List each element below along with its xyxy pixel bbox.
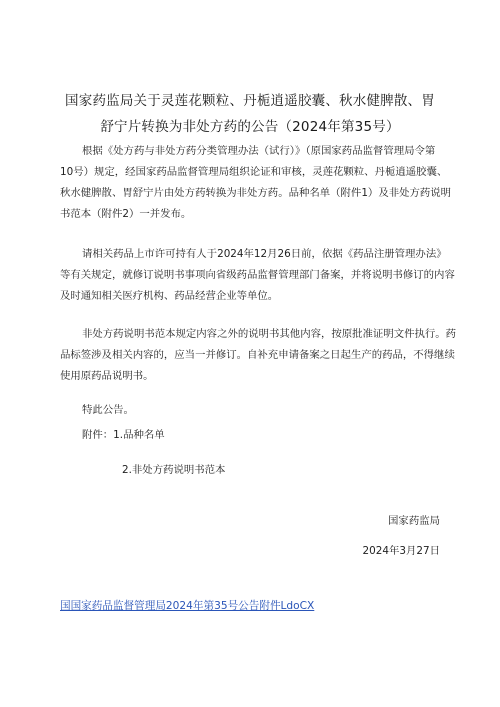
- paragraph-3-line: 使用原药品说明书。: [60, 370, 154, 382]
- closing-notice-text: 特此公告。: [82, 404, 134, 416]
- attachment-download-link[interactable]: 国国家药品监督管理局2024年第35号公告附件LdoCX: [60, 600, 315, 612]
- paragraph-1-line: 根据《处方药与非处方药分类管理办法（试行）》（原国家药品监督管理局令第: [82, 145, 436, 157]
- paragraph-1: [60, 141, 452, 225]
- paragraph-3: [60, 324, 457, 387]
- paragraph-1-line: 秋水健脾散、胃舒宁片由处方药转换为非处方药。品种名单（附件1）及非处方药说明: [60, 187, 452, 199]
- paragraph-2-line: 等有关规定，就修订说明书事项向省级药品监督管理部门备案，并将说明书修订的内容: [60, 269, 455, 281]
- paragraph-1-line: 10号）规定，经国家药品监督管理局组织论证和审核，灵莲花颗粒、丹栀逍遥胶囊、: [60, 166, 448, 178]
- attachment-item-2: 2.非处方药说明书范本: [122, 464, 226, 476]
- title-line-2: 舒宁片转换为非处方药的公告（2024年第35号）: [100, 119, 400, 135]
- paragraph-2-line: 请相关药品上市许可持有人于2024年12月26日前，依据《药品注册管理办法》: [82, 248, 447, 260]
- closing-notice: [60, 400, 444, 421]
- paragraph-2: [60, 244, 455, 307]
- attachment-list-continued: [60, 460, 444, 481]
- title-line-1: 国家药监局关于灵莲花颗粒、丹栀逍遥胶囊、秋水健脾散、胃: [65, 93, 435, 109]
- paragraph-3-line: 品标签涉及相关内容的，应当一并修订。自补充申请备案之日起生产的药品，不得继续: [60, 349, 455, 361]
- paragraph-2-line: 及时通知相关医疗机构、药品经营企业等单位。: [60, 290, 279, 302]
- paragraph-1-line: 书范本（附件2）一并发布。: [60, 208, 192, 220]
- signature-date: 2024年3月27日: [362, 545, 440, 557]
- signature-organization: 国家药监局: [388, 515, 440, 527]
- paragraph-3-line: 非处方药说明书范本规定内容之外的说明书其他内容，按原批准证明文件执行。药: [82, 328, 457, 340]
- attachment-item-1: 附件：1.品种名单: [82, 429, 165, 441]
- document-title: [60, 88, 440, 140]
- attachment-list: [60, 425, 444, 446]
